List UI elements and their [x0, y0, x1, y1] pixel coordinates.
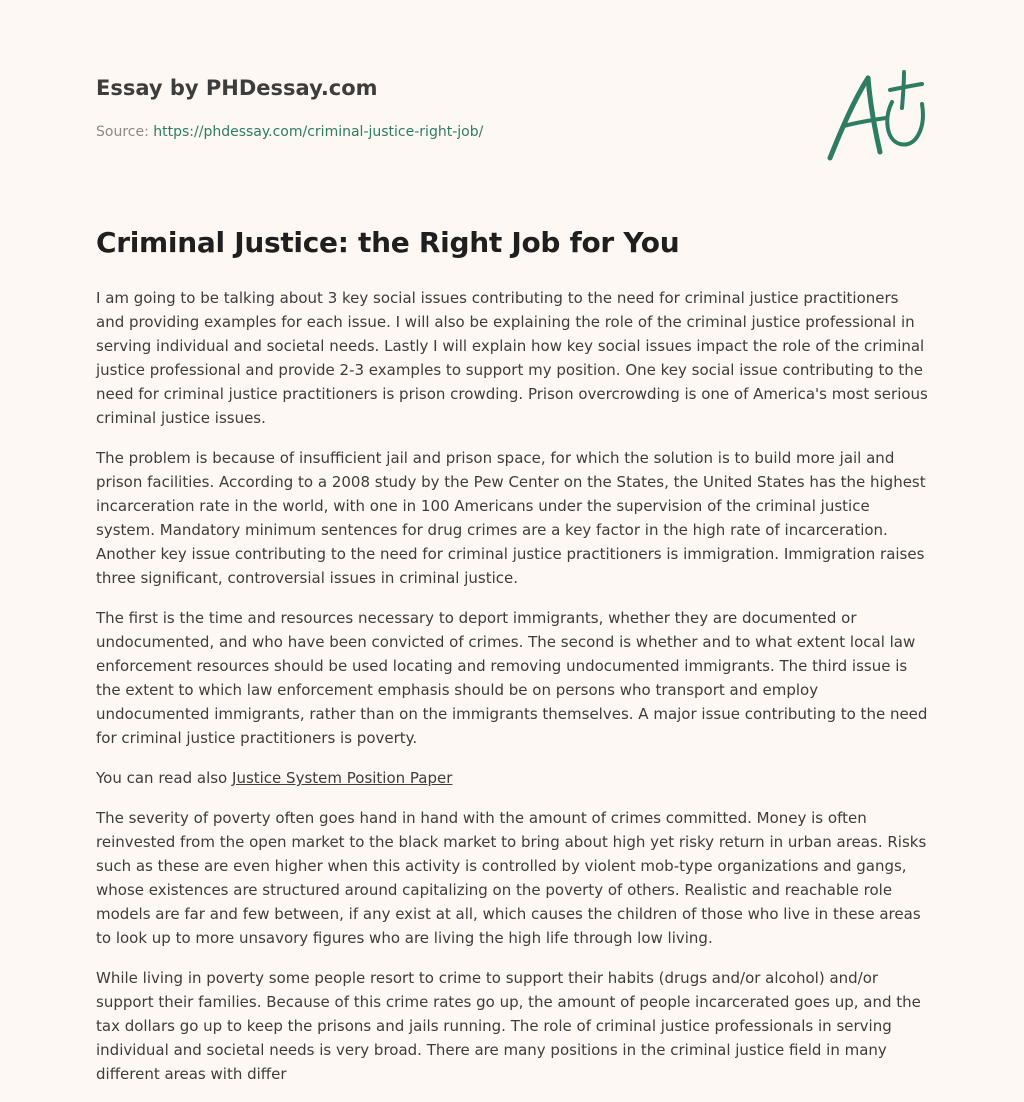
essay-body [96, 286, 928, 1102]
source-link[interactable]: https://phdessay.com/criminal-justice-right-job/ [153, 124, 484, 140]
read-also-prefix: You can read also [96, 769, 233, 787]
essay-paragraph: The severity of poverty often goes hand in hand with the amount of crimes committed. Money is often reinvested from the open market to the black market to bring about high yet risky return in urban areas. Risks such as these are even higher when this activity is controlled by violent mob-type organizations and gangs, whose existences are structured around capitalizing on the poverty of others. Realistic and reachable role models are far and few between, if any exist at all, which causes the children of those who live in these areas to look up to more unsavory figures who are living the high life through low living. [96, 809, 927, 947]
essay-paragraph: The problem is because of insufficient jail and prison space, for which the solution is to build more jail and prison facilities. According to a 2008 study by the Pew Center on the States, the United States has the highest incarceration rate in the world, with one in 100 Americans under the supervision of the criminal justice system. Mandatory minimum sentences for drug crimes are a key factor in the high rate of incarceration. Another key issue contributing to the need for criminal justice practitioners is immigration. Immigration raises three significant, controversial issues in criminal justice. [96, 449, 926, 587]
essay-paragraph: While living in poverty some people resort to crime to support their habits (drugs and/or alcohol) and/or support their families. Because of this crime rates go up, the amount of people incarcerated goes up, and the tax dollars go up to keep the prisons and jails running. The role of criminal justice professionals in serving individual and societal needs is very broad. There are many positions in the criminal justice field in many different areas with differ [96, 969, 921, 1083]
read-also-link[interactable]: Justice System Position Paper [232, 769, 453, 787]
source-line [96, 124, 483, 140]
essay-paragraph: I am going to be talking about 3 key social issues contributing to the need for criminal justice practitioners and providing examples for each issue. I will also be explaining the role of the criminal justice professional in serving individual and societal needs. Lastly I will explain how key social issues impact the role of the criminal justice professional and provide 2-3 examples to support my position. One key social issue contributing to the need for criminal justice practitioners is prison crowding. Prison overcrowding is one of America's most serious criminal justice issues. [96, 289, 928, 427]
source-label: Source: [96, 124, 154, 140]
essay-title: Criminal Justice: the Right Job for You [96, 226, 680, 259]
essay-header [96, 0, 928, 200]
read-also-line [96, 766, 928, 790]
brand-name: Essay by PHDessay.com [96, 76, 378, 100]
essay-page [96, 0, 928, 1083]
essay-paragraph: The first is the time and resources necessary to deport immigrants, whether they are documented or undocumented, and who have been convicted of crimes. The second is whether and to what extent local law enforcement resources should be used locating and removing undocumented immigrants. The third issue is the extent to which law enforcement emphasis should be on persons who transport and employ undocumented immigrants, rather than on the immigrants themselves. A major issue contributing to the need for criminal justice practitioners is poverty. [96, 609, 928, 747]
a-plus-logo-icon [824, 68, 928, 164]
